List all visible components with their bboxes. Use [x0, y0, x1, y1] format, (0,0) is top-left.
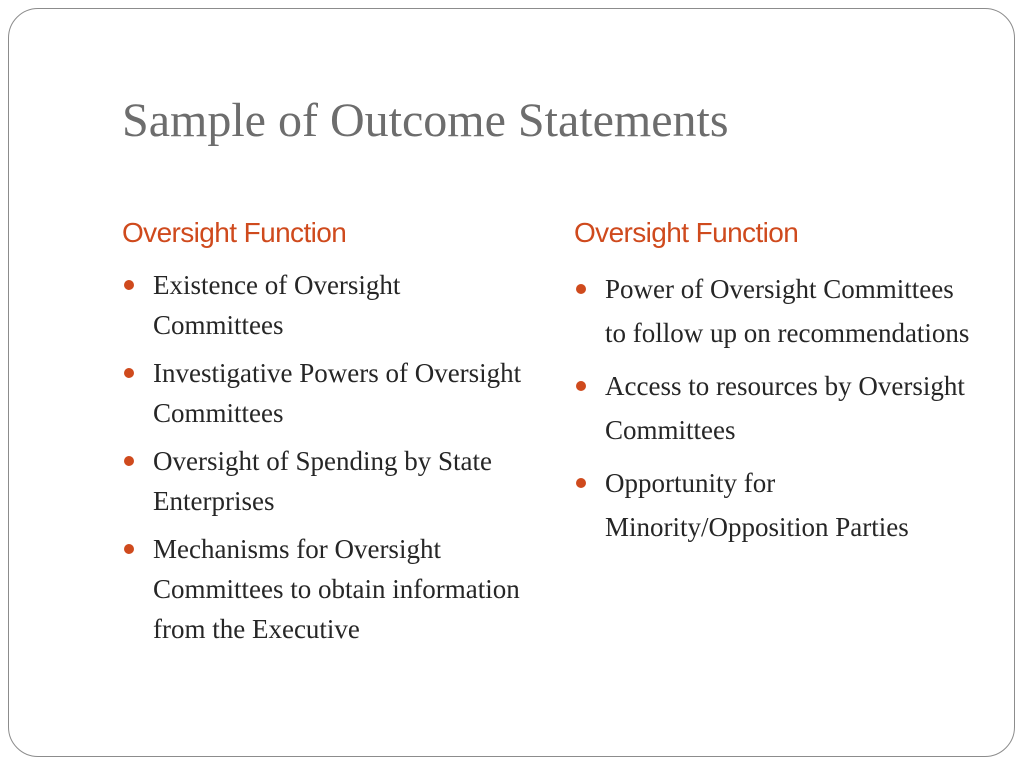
- left-column-heading: Oversight Function: [122, 217, 347, 248]
- left-bullet-item: [122, 529, 522, 649]
- bullet-dot-icon: [124, 456, 134, 466]
- left-bullet-item: [122, 441, 522, 521]
- left-column: [122, 213, 522, 657]
- bullet-dot-icon: [124, 280, 134, 290]
- left-bullet-list: [122, 265, 522, 649]
- bullet-text: Opportunity for Minority/Opposition Parties: [605, 468, 909, 542]
- bullet-dot-icon: [576, 478, 586, 488]
- left-bullet-item: [122, 353, 522, 433]
- right-bullet-item: [574, 461, 974, 549]
- right-bullet-item: [574, 364, 974, 452]
- bullet-text: Access to resources by Oversight Committees: [605, 371, 965, 445]
- bullet-text: Power of Oversight Committees to follow up on recommendations: [605, 274, 970, 348]
- bullet-text: Oversight of Spending by State Enterprises: [153, 446, 492, 516]
- slide-title: Sample of Outcome Statements: [122, 94, 729, 147]
- bullet-dot-icon: [124, 544, 134, 554]
- right-bullet-item: [574, 267, 974, 355]
- bullet-text: Existence of Oversight Committees: [153, 270, 401, 340]
- right-column-heading: Oversight Function: [574, 217, 799, 248]
- bullet-dot-icon: [576, 284, 586, 294]
- bullet-text: Investigative Powers of Oversight Committees: [153, 358, 522, 428]
- right-bullet-list: [574, 267, 974, 549]
- right-column: [574, 213, 974, 558]
- bullet-text: Mechanisms for Oversight Committees to obtain information from the Executive: [153, 534, 520, 644]
- left-bullet-item: [122, 265, 522, 345]
- bullet-dot-icon: [576, 381, 586, 391]
- slide-frame: [8, 8, 1015, 757]
- bullet-dot-icon: [124, 368, 134, 378]
